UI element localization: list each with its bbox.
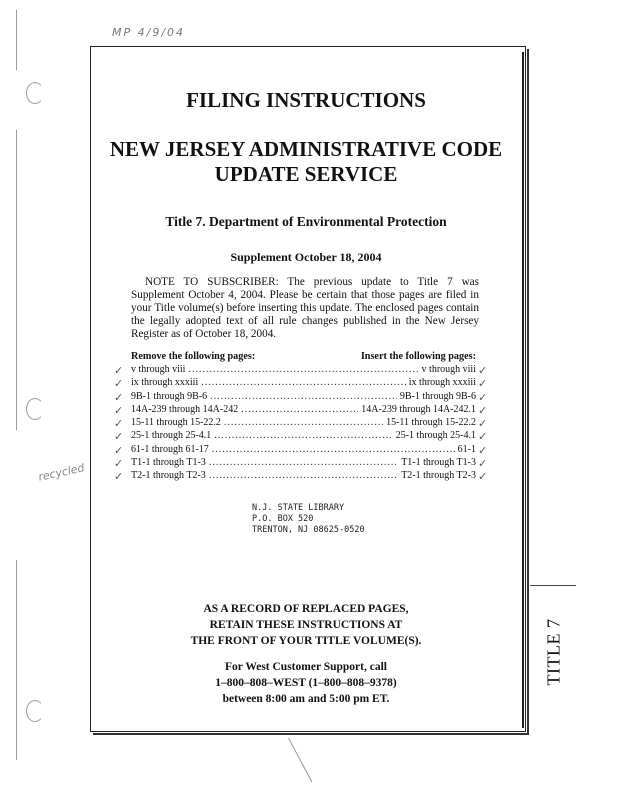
side-title-label (531, 592, 577, 712)
check-mark-icon: ✓ (114, 430, 124, 444)
frame-shadow-bottom (93, 733, 529, 735)
check-mark-icon: ✓ (478, 470, 488, 484)
leader-dots (224, 417, 383, 428)
table-row (131, 377, 476, 390)
table-row (131, 391, 476, 404)
punch-hole-top (26, 82, 44, 104)
punch-hole-bottom (26, 700, 44, 722)
side-title-text: TITLE 7 (543, 618, 564, 686)
subscriber-note-text: NOTE TO SUBSCRIBER: The previous update to Title 7 was Supplement October 4, 2004. Please be certain that those pages are filed in your Title volume(s) before inserting this update. The enclosed pages contain the legally adopted text of all rule changes published in the New Jersey Register as of October 18, 2004. (131, 276, 479, 340)
check-mark-icon: ✓ (478, 417, 488, 431)
check-mark-icon: ✓ (478, 443, 488, 457)
check-mark-icon: ✓ (114, 390, 124, 404)
remove-pages: T1-1 through T1-3 (131, 457, 206, 469)
leader-dots (209, 457, 398, 468)
frame-spine-line (522, 52, 524, 728)
leader-dots (241, 404, 358, 415)
remove-pages: 25-1 through 25-4.1 (131, 430, 212, 442)
insert-pages: ix through xxxiii (408, 377, 476, 389)
leader-dots (188, 364, 418, 375)
page-title: FILING INSTRUCTIONS (186, 88, 426, 112)
check-mark-icon: ✓ (114, 377, 124, 391)
customer-support (90, 659, 522, 707)
subtitle-line-2: UPDATE SERVICE (214, 162, 398, 186)
support-hours: between 8:00 am and 5:00 pm ET. (222, 693, 390, 705)
insert-pages: 14A-239 through 14A-242.1 (361, 403, 476, 415)
insert-pages: T1-1 through T1-3 (401, 457, 476, 469)
support-phone: 1–800–808–WEST (1–800–808–9378) (215, 677, 397, 689)
remove-pages: v through viii (131, 364, 186, 375)
table-row (131, 444, 476, 457)
handwritten-side-note: recycled (37, 461, 86, 484)
insert-pages: 25-1 through 25-4.1 (395, 430, 476, 442)
table-row (131, 364, 476, 377)
record-line-3: THE FRONT OF YOUR TITLE VOLUME(S). (190, 635, 422, 647)
check-mark-icon: ✓ (114, 403, 124, 417)
record-line-1: AS A RECORD OF REPLACED PAGES, (203, 603, 409, 615)
stamp-line-1: N.J. STATE LIBRARY (252, 503, 345, 513)
check-mark-icon: ✓ (114, 364, 124, 377)
check-mark-icon: ✓ (114, 470, 124, 484)
handwritten-initials: MP 4/9/04 (112, 26, 186, 39)
frame-shadow-right (527, 49, 529, 735)
title-department: Title 7. Department of Environmental Protection (165, 214, 447, 229)
right-check-marks (478, 364, 498, 484)
remove-pages: ix through xxxiii (131, 377, 199, 389)
insert-pages: T2-1 through T2-3 (401, 470, 476, 482)
leader-dots (201, 377, 406, 388)
check-mark-icon: ✓ (478, 403, 488, 417)
insert-pages: 61-1 (457, 443, 476, 455)
check-mark-icon: ✓ (478, 430, 488, 444)
scan-scratch-mark (288, 738, 312, 783)
leader-dots (214, 430, 392, 441)
pages-table (131, 364, 476, 484)
check-mark-icon: ✓ (114, 457, 124, 471)
insert-pages: 15-11 through 15-22.2 (386, 417, 476, 429)
insert-pages: v through viii (421, 364, 476, 375)
table-row (131, 430, 476, 443)
record-line-2: RETAIN THESE INSTRUCTIONS AT (209, 619, 403, 631)
remove-pages: T2-1 through T2-3 (131, 470, 206, 482)
remove-pages: 61-1 through 61-17 (131, 443, 209, 455)
table-row (131, 417, 476, 430)
check-mark-icon: ✓ (114, 417, 124, 431)
check-mark-icon: ✓ (478, 457, 488, 471)
subscriber-note (131, 276, 479, 341)
margin-line-bottom (16, 560, 17, 760)
leader-dots (210, 391, 397, 402)
remove-header: Remove the following pages: (131, 351, 256, 362)
stamp-line-3: TRENTON, NJ 08625-0520 (252, 525, 365, 535)
insert-pages: 9B-1 through 9B-6 (399, 390, 476, 402)
support-line-1: For West Customer Support, call (225, 661, 387, 673)
remove-pages: 15-11 through 15-22.2 (131, 417, 221, 429)
leader-dots (209, 470, 398, 481)
side-label-divider (530, 585, 576, 586)
left-check-marks (114, 364, 130, 484)
margin-line-top (16, 10, 17, 70)
table-row (131, 404, 476, 417)
remove-pages: 14A-239 through 14A-242 (131, 403, 239, 415)
record-notice (90, 601, 522, 649)
check-mark-icon: ✓ (478, 377, 488, 391)
remove-pages: 9B-1 through 9B-6 (131, 390, 208, 402)
insert-header: Insert the following pages: (360, 351, 476, 362)
supplement-date: Supplement October 18, 2004 (230, 250, 382, 264)
check-mark-icon: ✓ (114, 443, 124, 457)
subtitle-line-1: NEW JERSEY ADMINISTRATIVE CODE (109, 137, 503, 161)
table-row (131, 470, 476, 483)
leader-dots (212, 444, 455, 455)
check-mark-icon: ✓ (478, 364, 488, 377)
page-subtitle (90, 137, 522, 187)
table-row (131, 457, 476, 470)
punch-hole-middle (26, 398, 44, 420)
margin-line-mid (16, 130, 17, 430)
library-stamp (252, 503, 365, 536)
stamp-line-2: P.O. BOX 520 (252, 514, 314, 524)
check-mark-icon: ✓ (478, 390, 488, 404)
